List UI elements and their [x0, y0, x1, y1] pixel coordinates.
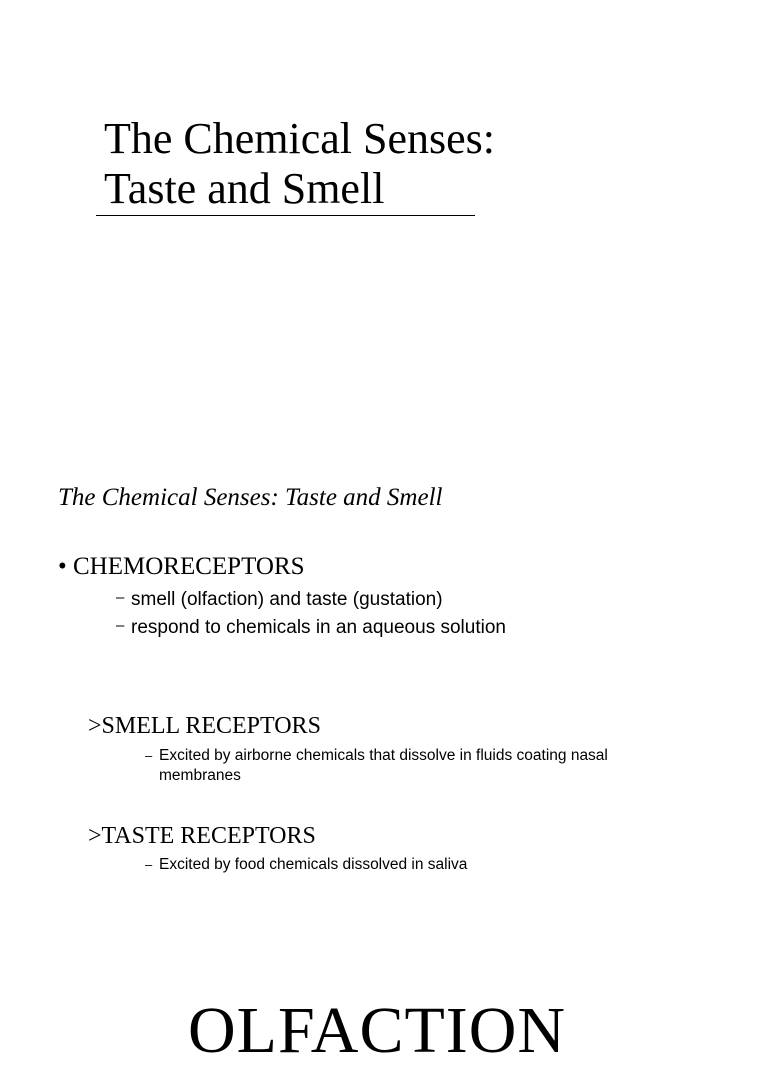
- title-heading: [104, 114, 495, 214]
- sub-bullet-item: [116, 614, 506, 640]
- title-underline: [96, 215, 475, 216]
- dash-icon: –: [145, 748, 153, 763]
- taste-receptors-detail: [145, 855, 685, 875]
- bullet-text: CHEMORECEPTORS: [73, 553, 305, 580]
- olfaction-heading: OLFACTION: [188, 994, 567, 1067]
- detail-text: Excited by food chemicals dissolved in saliva: [159, 856, 468, 873]
- slide-olfaction: [0, 990, 768, 1067]
- dash-icon: –: [145, 857, 153, 872]
- title-line-2: Taste and Smell: [104, 164, 385, 213]
- sub-bullet-item: [116, 586, 443, 612]
- smell-receptors-heading: >SMELL RECEPTORS: [88, 713, 321, 739]
- bullet-dot-icon: •: [58, 553, 67, 580]
- sub-bullet-text: respond to chemicals in an aqueous solution: [131, 617, 506, 638]
- dash-icon: –: [116, 589, 125, 606]
- dash-icon: –: [116, 617, 125, 634]
- sub-bullet-text: smell (olfaction) and taste (gustation): [131, 589, 443, 610]
- detail-text: Excited by airborne chemicals that dissolve in fluids coating nasal membranes: [159, 747, 608, 784]
- title-line-1: The Chemical Senses:: [104, 114, 496, 163]
- slide-heading: The Chemical Senses: Taste and Smell: [58, 484, 443, 511]
- taste-receptors-heading: >TASTE RECEPTORS: [88, 823, 316, 849]
- bullet-chemoreceptors: [58, 552, 305, 582]
- slide-title: [0, 0, 768, 300]
- slide-content: [0, 468, 768, 873]
- smell-receptors-detail: [145, 746, 685, 786]
